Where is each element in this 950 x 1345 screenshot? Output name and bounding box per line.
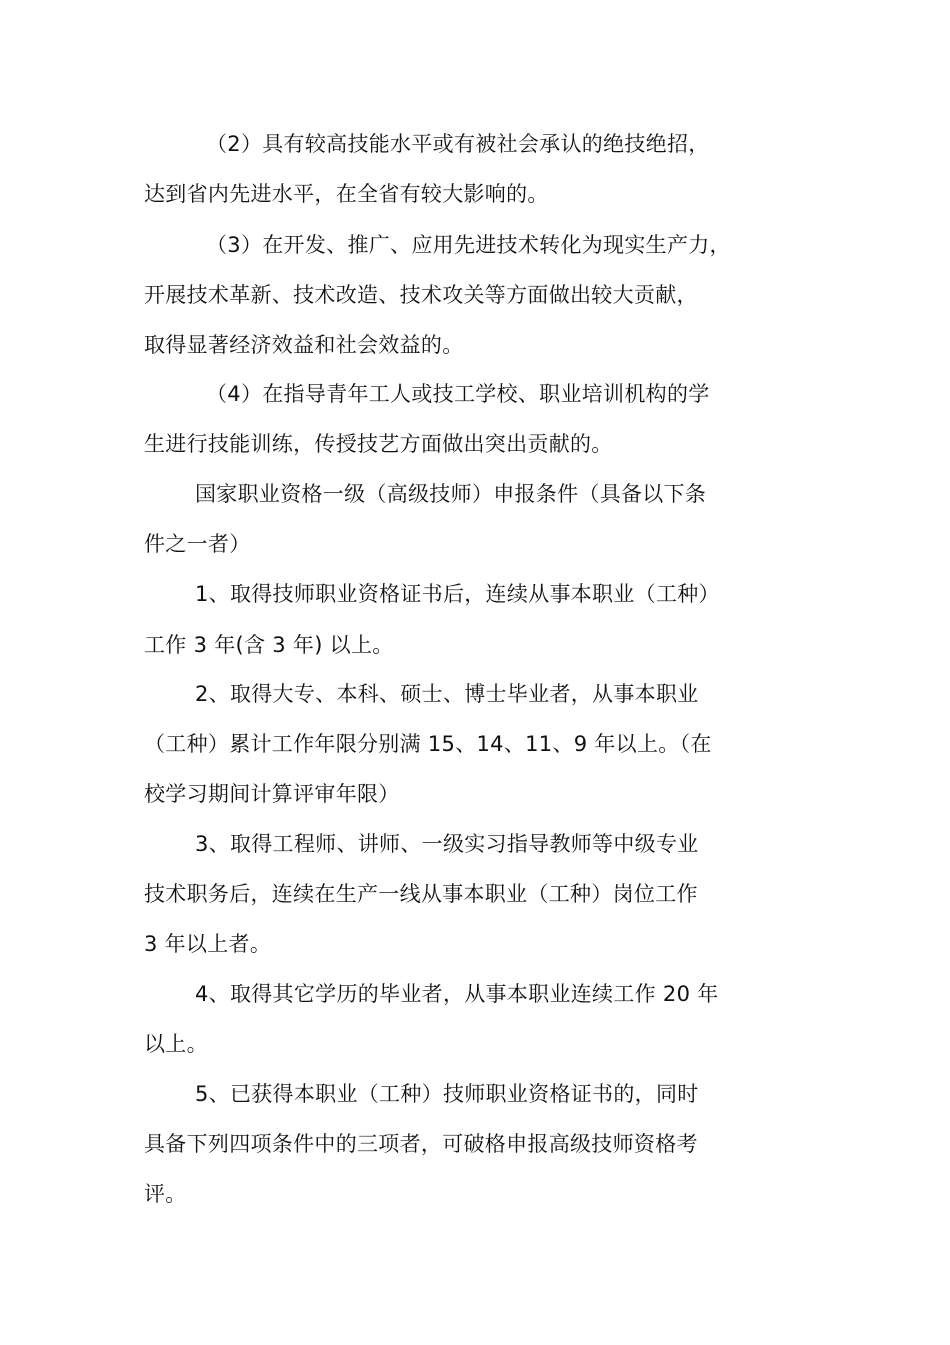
- text-line: 具备下列四项条件中的三项者，可破格申报高级技师资格考: [144, 1132, 698, 1156]
- text-line: 工作 3 年(含 3 年) 以上。: [144, 633, 394, 657]
- text-line: 件之一者）: [144, 532, 251, 556]
- text-line: （工种）累计工作年限分别满 15、14、11、9 年以上。（在: [144, 732, 712, 756]
- text-line: （3）在开发、推广、应用先进技术转化为现实生产力，: [206, 233, 731, 257]
- text-line: 2、取得大专、本科、硕士、博士毕业者，从事本职业: [195, 682, 699, 706]
- text-line: 4、取得其它学历的毕业者，从事本职业连续工作 20 年: [195, 982, 719, 1006]
- text-line: 生进行技能训练，传授技艺方面做出突出贡献的。: [144, 432, 613, 456]
- text-line: 校学习期间计算评审年限）: [144, 782, 400, 806]
- text-line: 取得显著经济效益和社会效益的。: [144, 333, 464, 357]
- text-line: 评。: [144, 1182, 187, 1206]
- text-line: 以上。: [144, 1032, 208, 1056]
- text-line: 5、已获得本职业（工种）技师职业资格证书的，同时: [195, 1082, 699, 1106]
- text-line: 开展技术革新、技术改造、技术攻关等方面做出较大贡献，: [144, 283, 698, 307]
- text-line: 国家职业资格一级（高级技师）申报条件（具备以下条: [195, 482, 707, 506]
- text-line: 1、取得技师职业资格证书后，连续从事本职业（工种）: [195, 582, 720, 606]
- text-line: 3、取得工程师、讲师、一级实习指导教师等中级专业: [195, 832, 699, 856]
- text-line: 3 年以上者。: [144, 932, 272, 956]
- text-line: 达到省内先进水平，在全省有较大影响的。: [144, 182, 549, 206]
- text-line: 技术职务后，连续在生产一线从事本职业（工种）岗位工作: [144, 882, 698, 906]
- text-line: （4）在指导青年工人或技工学校、职业培训机构的学: [206, 382, 710, 406]
- text-line: （2）具有较高技能水平或有被社会承认的绝技绝招，: [206, 132, 710, 156]
